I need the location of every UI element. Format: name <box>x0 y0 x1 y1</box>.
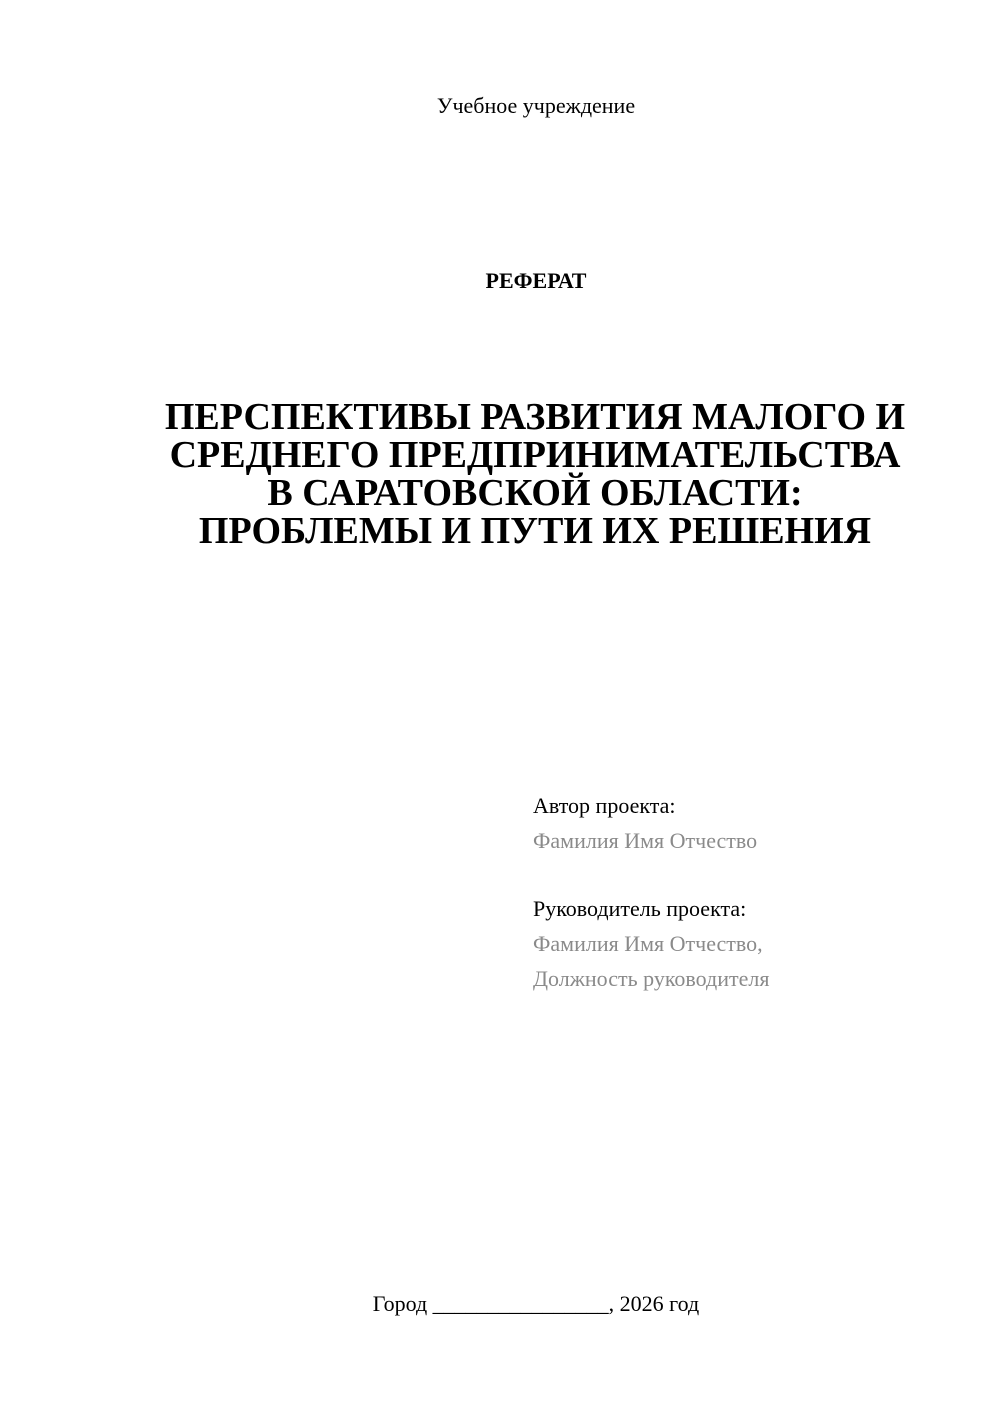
author-name: Фамилия Имя Отчество <box>533 828 758 853</box>
title-line: ПЕРСПЕКТИВЫ РАЗВИТИЯ МАЛОГО И <box>164 396 906 438</box>
title-line: СРЕДНЕГО ПРЕДПРИНИМАТЕЛЬСТВА <box>169 434 901 476</box>
title-line: В САРАТОВСКОЙ ОБЛАСТИ: <box>267 472 803 514</box>
supervisor-position: Должность руководителя <box>533 966 770 991</box>
spacer <box>533 858 973 891</box>
author-label: Автор проекта: <box>533 793 676 818</box>
supervisor-label: Руководитель проекта: <box>533 896 747 921</box>
authors-block <box>533 788 973 996</box>
document-title <box>140 398 930 550</box>
supervisor-name: Фамилия Имя Отчество, <box>533 931 763 956</box>
city-year: Город ________________, 2026 год <box>372 1291 700 1316</box>
title-line: ПРОБЛЕМЫ И ПУТИ ИХ РЕШЕНИЯ <box>198 510 872 552</box>
institution-name: Учебное учреждение <box>436 93 636 118</box>
document-type: РЕФЕРАТ <box>485 268 587 293</box>
